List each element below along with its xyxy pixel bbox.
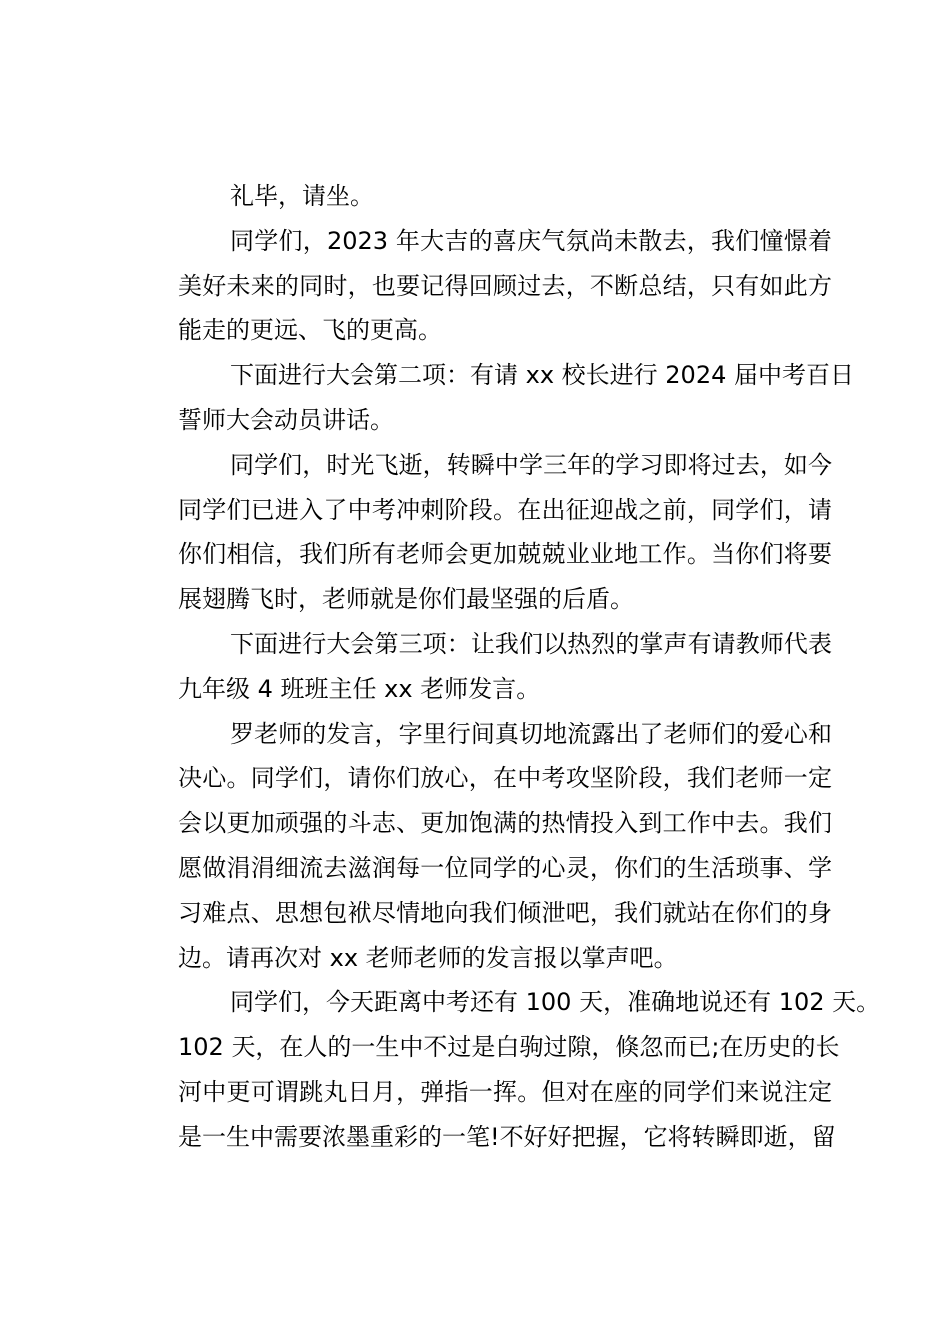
text-line: 习难点、思想包袱尽情地向我们倾泄吧，我们就站在你们的身 [178,898,832,927]
text-line: 决心。同学们，请你们放心，在中考攻坚阶段，我们老师一定 [178,764,832,793]
paragraph-2 [126,219,832,353]
text-line: 罗老师的发言，字里行间真切地流露出了老师们的爱心和 [230,719,832,748]
paragraph-4 [126,443,832,622]
text-line: 美好未来的同时，也要记得回顾过去，不断总结，只有如此方 [178,271,832,300]
text-line: 下面进行大会第二项：有请 xx 校长进行 2024 届中考百日 [230,361,854,390]
text-line: 边。请再次对 xx 老师老师的发言报以掌声吧。 [178,943,678,972]
text-line: 下面进行大会第三项：让我们以热烈的掌声有请教师代表 [230,629,832,658]
text-line: 同学们，时光飞逝，转瞬中学三年的学习即将过去，如今 [230,450,832,479]
paragraph-7 [126,980,881,1159]
text-line: 102 天，在人的一生中不过是白驹过隙，倏忽而已;在历史的长 [178,1033,840,1062]
paragraph-3 [126,353,854,443]
paragraph-1 [126,174,832,219]
text-line: 同学们，2023 年大吉的喜庆气氛尚未散去，我们憧憬着 [230,226,832,255]
text-line: 你们相信，我们所有老师会更加兢兢业业地工作。当你们将要 [178,540,832,569]
text-line: 能走的更远、飞的更高。 [178,316,442,345]
text-line: 誓师大会动员讲话。 [178,405,394,434]
text-line: 会以更加顽强的斗志、更加饱满的热情投入到工作中去。我们 [178,809,832,838]
document-body [126,174,881,1160]
paragraph-5 [126,622,832,712]
text-line: 礼毕，请坐。 [230,182,374,210]
text-line: 同学们已进入了中考冲刺阶段。在出征迎战之前，同学们，请 [178,495,832,524]
text-line: 九年级 4 班班主任 xx 老师发言。 [178,674,541,703]
text-line: 展翅腾飞时，老师就是你们最坚强的后盾。 [178,585,634,614]
text-line: 同学们，今天距离中考还有 100 天，准确地说还有 102 天。 [230,988,881,1017]
paragraph-6 [126,712,832,981]
text-line: 是一生中需要浓墨重彩的一笔!不好好把握，它将转瞬即逝，留 [178,1122,836,1151]
text-line: 河中更可谓跳丸日月，弹指一挥。但对在座的同学们来说注定 [178,1077,832,1106]
text-line: 愿做涓涓细流去滋润每一位同学的心灵，你们的生活琐事、学 [178,853,832,882]
